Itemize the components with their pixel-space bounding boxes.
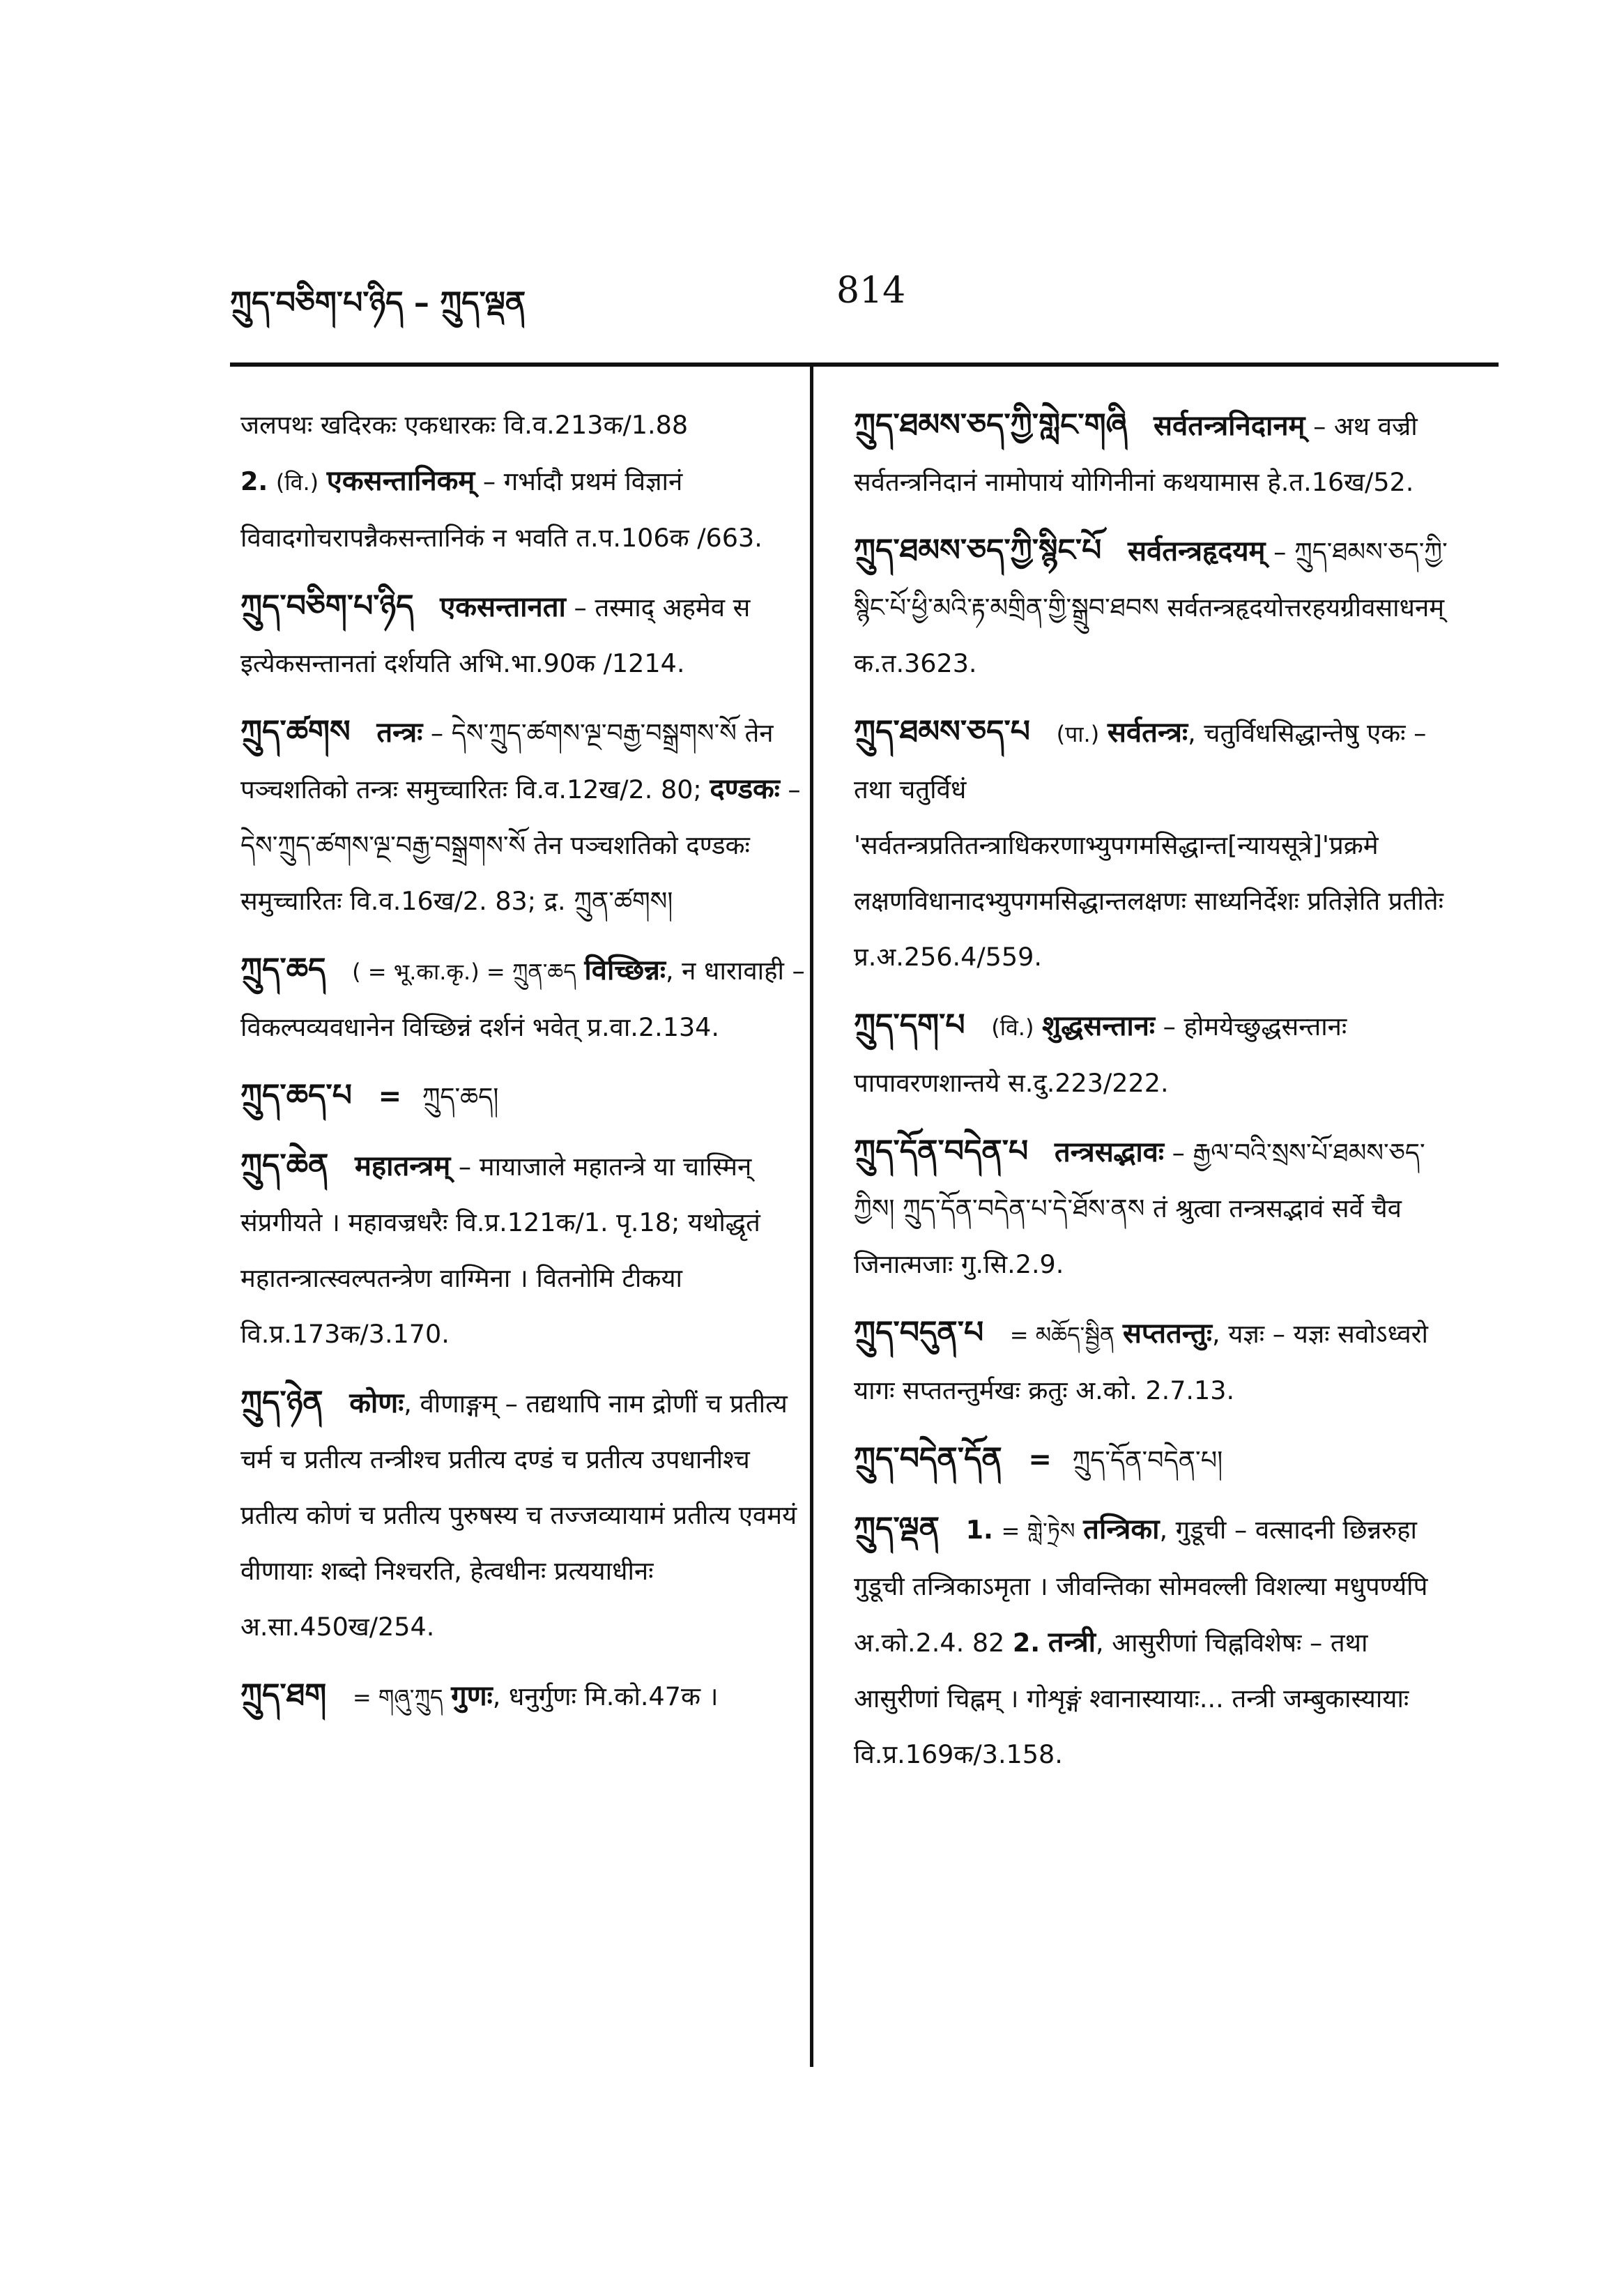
dictionary-entry (240, 579, 805, 692)
tibetan-headword: ཀྲུད་ལྡན (854, 1511, 940, 1546)
entry-text: – ཀྲུད་ཐམས་ཅད་ཀྱི་སྙིང་པོ་ཕྱི་མའི་རྟ་མགྲིན་གྱི་སྒྲུབ་ཐབས सर्वतन्त्रहृदयोत्तरहयग्रीवसाधनम् क.त.3623. (854, 537, 1448, 678)
sense-number: 2. (240, 466, 268, 496)
dictionary-entry (240, 1138, 805, 1362)
dictionary-entry (240, 1375, 805, 1655)
sanskrit-term: सर्वतन्त्रनिदानम् (1154, 410, 1305, 442)
right-column (854, 397, 1453, 1795)
sanskrit-term: एकसन्तानिकम् (326, 465, 475, 497)
grammar-label: = གཞུ་ཀྲུད (352, 1684, 443, 1711)
grammar-label: ( = भू.का.कृ.) = ཀྲུན་ཆད (352, 959, 576, 985)
tibetan-headword: ཀྲུད་ཆད (240, 952, 326, 987)
sanskrit-term: गुणः (451, 1680, 493, 1712)
sanskrit-term: तन्त्रसद्भावः (1054, 1136, 1165, 1168)
sense-number: 1. (965, 1515, 993, 1545)
grammar-label: (वि.) (275, 469, 319, 496)
tibetan-headword: ཀྲུད་ཚགས (240, 714, 351, 749)
dictionary-entry (854, 998, 1453, 1111)
entry-text: – होमयेच्छुद्धसन्तानः पापावरणशान्तये स.दु.223/222. (854, 1012, 1347, 1098)
left-column (240, 397, 805, 1738)
tibetan-headword: ཀྲུད་ཐམས་ཅད་ཀྱི་གླེང་གཞི (854, 407, 1128, 443)
dictionary-entry (240, 397, 805, 566)
entry-text: – དེས་ཀྲུད་ཚགས་ལྔ་བརྒྱ་བསྒྲགས་སོ तेन पञ्चशतिको तन्त्रः समुच्चारितः वि.व.12ख/2. 80; (240, 718, 774, 804)
entry-text: , यज्ञः – यज्ञः सवोऽध्वरो यागः सप्ततन्तुर्मखः क्रतुः अ.को. 2.7.13. (854, 1319, 1429, 1405)
entry-text: – དེས་ཀྲུད་ཚགས་ལྔ་བརྒྱ་བསྒྲགས་སོ तेन पञ्चशतिको दण्डकः समुच्चारितः वि.व.16ख/2. 83; द्र. ཀྲུན་ཚགས། (240, 774, 801, 916)
sanskrit-term: तन्त्रिका (1083, 1513, 1160, 1545)
entry-text: , गुडूची – वत्सादनी छिन्नरुहा गुडूची तन्त्रिकाऽमृता । जीवन्तिका सोमवल्ली विशल्या मधुपर्ण्यपि अ.को.2.4. 82 (854, 1515, 1428, 1658)
entry-text: , न धारावाही – विकल्पव्यवधानेन विच्छिन्नं दर्शनं भवेत् प्र.वा.2.134. (240, 956, 805, 1042)
dictionary-entry (854, 1305, 1453, 1419)
entry-text: , वीणाङ्गम् – तद्यथापि नाम द्रोणीं च प्रतीत्य चर्म च प्रतीत्य तन्त्रीश्च प्रतीत्य दण्डं च प्रतीत्य उपधानीश्च प्रतीत्य कोणं च प्रतीत्य पुरुषस्य च तज्जव्यायामं प्रतीत्य एवमयं वीणायाः शब्दो निश्चरति, हेत्वधीनः प्रत्ययाधीनः अ.सा.450ख/254. (240, 1389, 797, 1642)
page-number: 814 (836, 270, 906, 312)
grammar-label: = གླེ་ཏྲེས (1001, 1518, 1075, 1544)
sanskrit-term: एकसन्तानता (440, 591, 566, 623)
dictionary-entry (854, 523, 1453, 692)
tibetan-headword: ཀྲུད་བཅིག་པ་ཉིད (240, 588, 414, 624)
equals-sign: = (378, 1081, 402, 1113)
dictionary-entry (854, 1124, 1453, 1292)
sanskrit-term: दण्डकः (710, 773, 780, 805)
sense-number: 2. (1012, 1628, 1041, 1658)
sanskrit-term: तन्त्रः (376, 717, 423, 749)
dictionary-entry (240, 1068, 805, 1125)
entry-text: ཀྲུད་ཆད། (422, 1082, 499, 1112)
tibetan-headword: ཀྲུད་ཐག (240, 1677, 327, 1713)
entry-text: – རྒྱལ་བའི་སྲས་པོ་ཐམས་ཅད་ཀྱིས། ཀྲུད་དོན་བདེན་པ་དེ་ཐོས་ནས तं श्रुत्वा तन्त्रसद्भावं सर्वे चैव जिनात्मजाः गु.सि.2.9. (854, 1138, 1425, 1279)
header-rule (230, 362, 1499, 367)
tibetan-headword: ཀྲུད་ཆད་པ (240, 1078, 352, 1113)
header-guide-words: ཀྲུད་བཅིག་པ་ཉིད – ཀྲུད་ལྡན (230, 285, 526, 321)
tibetan-headword: ཀྲུད་བདེན་དོན (854, 1441, 1002, 1476)
page-header (230, 268, 1471, 345)
entry-text: , आसुरीणां चिह्नविशेषः – तथा आसुरीणां चिह्नम् । गोशृङ्गं श्वानास्यायाः... तन्त्री जम्बुकास्यायाः वि.प्र.169क/3.158. (854, 1628, 1409, 1769)
dictionary-entry (240, 1667, 805, 1725)
entry-text: ཀྲུད་དོན་བདེན་པ། (1072, 1445, 1223, 1475)
entry-text: – अथ वज्री सर्वतन्त्रनिदानं नामोपायं योगिनीनां कथयामास हे.त.16ख/52. (854, 411, 1418, 497)
tibetan-headword: ཀྲུད་དག་པ (854, 1007, 965, 1043)
entry-text: , चतुर्विधसिद्धान्तेषु एकः – तथा चतुर्विधं 'सर्वतन्त्रप्रतितन्त्राधिकरणाभ्युपगमसिद्धान्त[न्यायसूत्रे]'प्रक्रमे लक्षणविधानादभ्युपगमसिद्धान्तलक्षणः साध्यनिर्देशः प्रतिज्ञेति प्रतीतेः प्र.अ.256.4/559. (854, 718, 1443, 972)
tibetan-headword: ཀྲུད་དོན་བདེན་པ (854, 1133, 1029, 1169)
entry-text: – गर्भादौ प्रथमं विज्ञानं विवादगोचरापन्नैकसन्तानिकं न भवति त.प.106क /663. (240, 466, 763, 553)
dictionary-entry (240, 942, 805, 1055)
tibetan-headword: ཀྲུད་ཐམས་ཅད་ཀྱི་སྙིང་པོ (854, 533, 1102, 568)
sanskrit-term: महातन्त्रम् (354, 1150, 451, 1182)
tibetan-headword: ཀྲུད་ཐམས་ཅད་པ (854, 714, 1030, 749)
entry-text: – मायाजाले महातन्त्रे या चास्मिन् संप्रगीयते । महावज्रधरैः वि.प्र.121क/1. पृ.18; यथोद्धृतं महातन्त्रात्स्वल्पतन्त्रेण वाग्मिना । वितनोमि टीकया वि.प्र.173क/3.170. (240, 1152, 760, 1349)
sanskrit-term: तन्त्री (1048, 1626, 1096, 1658)
sanskrit-term: शुद्धसन्तानः (1042, 1010, 1156, 1042)
dictionary-entry (854, 397, 1453, 510)
grammar-label: (पा.) (1056, 721, 1100, 747)
dictionary-entry (854, 704, 1453, 985)
grammar-label: (वि.) (991, 1014, 1034, 1041)
sanskrit-term: सर्वतन्त्रहृदयम् (1127, 535, 1266, 567)
sanskrit-term: विच्छिन्नः (584, 954, 666, 986)
tibetan-headword: ཀྲུད་ཆེན (240, 1147, 329, 1183)
sanskrit-term: सर्वतन्त्रः (1107, 717, 1188, 749)
tibetan-headword: ཀྲུད་བདུན་པ (854, 1315, 984, 1350)
tibetan-headword: ཀྲུད་ཉེན (240, 1384, 323, 1420)
dictionary-entry (854, 1501, 1453, 1783)
grammar-label: = མཆོད་སྦྱིན (1009, 1322, 1115, 1348)
equals-sign: = (1028, 1444, 1052, 1476)
entry-text: , धनुर्गुणः मि.को.47क । (492, 1681, 719, 1711)
dictionary-entry (240, 704, 805, 929)
entry-text: – तस्माद् अहमेव स इत्येकसन्तानतां दर्शयति अभि.भा.90क /1214. (240, 593, 751, 678)
sanskrit-term: सप्ततन्तुः (1122, 1318, 1212, 1350)
sanskrit-term: कोणः (349, 1387, 404, 1419)
column-divider (810, 366, 813, 2067)
dictionary-entry (854, 1431, 1453, 1488)
continuation-text: जलपथः खदिरकः एकधारकः वि.व.213क/1.88 (240, 410, 689, 440)
